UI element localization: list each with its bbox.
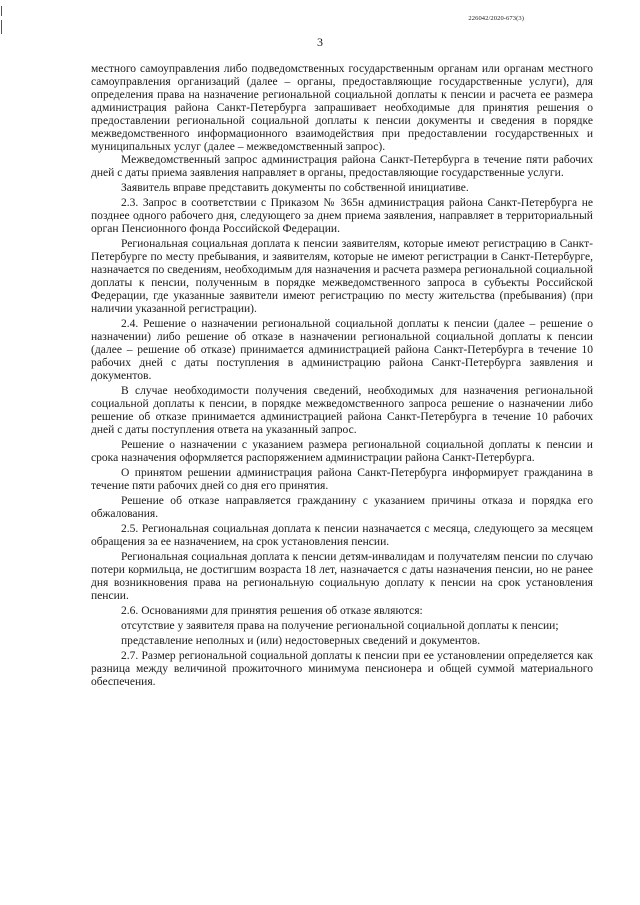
document-number: 226042/2020-673(3) xyxy=(468,15,524,22)
paragraph: местного самоуправления либо подведомственных государственным органам или органам местного самоуправления организаций (далее – органы, предоставляющие государственные услуги), для определения права на назначение региональной социальной доплаты к пенсии и расчета ее размера администрация района Санкт-Петербурга запрашивает необходимые для принятия решения о предоставлении региональной социальной доплаты к пенсии документы и сведения в порядке межведомственного информационного взаимодействия при предоставлении государственных и муниципальных услуг (далее – межведомственный запрос). xyxy=(91,63,593,153)
paragraph: 2.6. Основаниями для принятия решения об отказе являются: xyxy=(121,605,423,617)
page-number: 3 xyxy=(317,35,323,49)
paragraph: Межведомственный запрос администрация района Санкт-Петербурга в течение пяти рабочих дней с даты приема заявления направляет в органы, предоставляющие государственные услуги. xyxy=(91,154,593,179)
paragraph: Региональная социальная доплата к пенсии детям-инвалидам и получателям пенсии по случаю потери кормильца, не достигшим возраста 18 лет, назначается с даты назначения пенсии, но не ранее дня возникновения права на региональную социальную доплату к пенсии на срок установления пенсии. xyxy=(91,551,593,602)
paragraph: О принятом решении администрация района Санкт-Петербурга информирует гражданина в течение пяти рабочих дней со дня его принятия. xyxy=(91,467,593,492)
paragraph: 2.7. Размер региональной социальной доплаты к пенсии при ее установлении определяется как разница между величиной прожиточного минимума пенсионера и общей суммой материального обеспечения. xyxy=(91,650,593,688)
paragraph: представление неполных и (или) недостоверных сведений и документов. xyxy=(121,635,481,647)
paragraph: отсутствие у заявителя права на получение региональной социальной доплаты к пенсии; xyxy=(121,620,559,632)
paragraph: Решение о назначении с указанием размера региональной социальной доплаты к пенсии и срока назначения оформляется распоряжением администрации района Санкт-Петербурга. xyxy=(91,439,593,464)
scan-edge-mark xyxy=(1,20,2,34)
paragraph: 2.4. Решение о назначении региональной социальной доплаты к пенсии (далее – решение о назначении) либо решение об отказе в назначении региональной социальной доплаты к пенсии (далее – решение об отказе) принимается администрацией района Санкт-Петербурга в течение 10 рабочих дней с даты поступления в администрацию района Санкт-Петербурга заявления и документов. xyxy=(91,318,593,382)
paragraph: Решение об отказе направляется гражданину с указанием причины отказа и порядка его обжалования. xyxy=(91,495,593,520)
paragraph: Региональная социальная доплата к пенсии заявителям, которые имеют регистрацию в Санкт-Петербурге по месту пребывания, и заявителям, которые не имеют регистрации в Санкт-Петербурге, назначается по сведениям, необходимым для назначения и расчета размера региональной социальной доплаты к пенсии, полученным в порядке межведомственного запроса в субъекты Российской Федерации, где указанные заявители имеют регистрацию по месту жительства (пребывания) (при наличии указанной регистрации). xyxy=(91,238,593,315)
paragraph: В случае необходимости получения сведений, необходимых для назначения региональной социальной доплаты к пенсии, в порядке межведомственного запроса решение о назначении либо решение об отказе принимается администрацией района Санкт-Петербурга в течение 10 рабочих дней с даты поступления ответа на указанный запрос. xyxy=(91,385,593,436)
paragraph: Заявитель вправе представить документы по собственной инициативе. xyxy=(121,182,469,194)
document-body xyxy=(91,63,593,689)
scan-edge-mark xyxy=(1,6,2,16)
paragraph: 2.3. Запрос в соответствии с Приказом № 365н администрация района Санкт-Петербурга не позднее одного рабочего дня, следующего за днем приема заявления, направляет в территориальный орган Пенсионного фонда Российской Федерации. xyxy=(91,197,593,235)
paragraph: 2.5. Региональная социальная доплата к пенсии назначается с месяца, следующего за месяцем обращения за ее назначением, на срок установления пенсии. xyxy=(91,523,593,548)
